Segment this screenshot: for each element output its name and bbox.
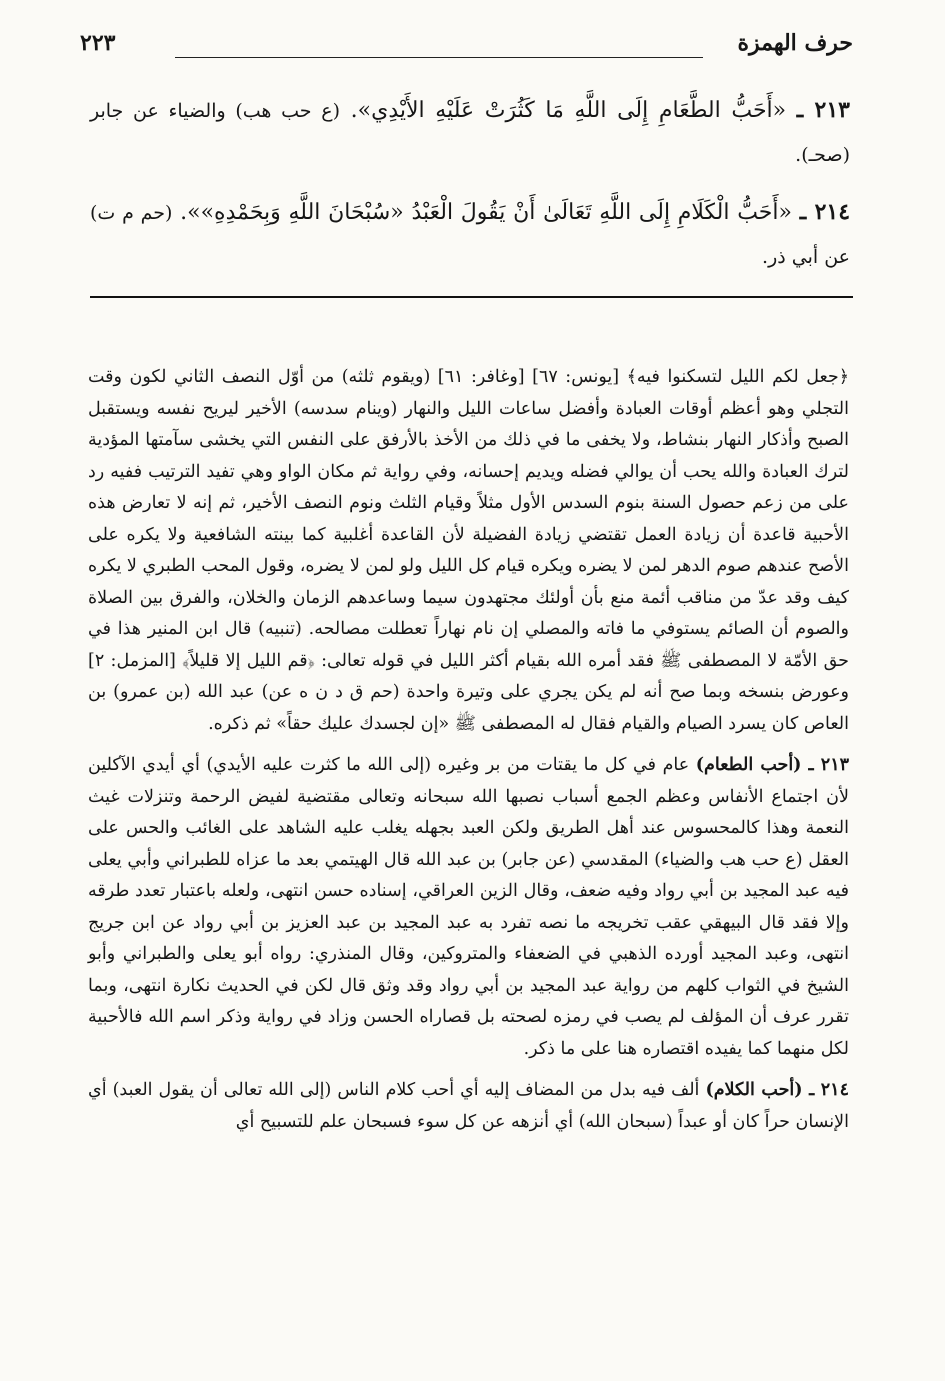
header-rule: [175, 57, 703, 58]
page-number: ٢٢٣: [80, 30, 116, 56]
hadith-text: «أَحَبُّ الْكَلَامِ إِلَى اللَّهِ تَعَالَىٰ أَنْ يَقُولَ الْعَبْدُ «سُبْحَانَ اللَّهِ وَبِحَمْدِهِ»».: [180, 200, 792, 225]
hadith-number: ٢١٣ ـ: [796, 97, 850, 123]
commentary-paragraph: ﴿جعل لكم الليل لتسكنوا فيه﴾ [يونس: ٦٧] [وغافر: ٦١] (ويقوم ثلثه) من أوّل النصف الثاني لكون وقت التجلي وهو أعظم أوقات العبادة وأفضل ساعات الليل والنهار (وينام سدسه) الأخير ليريح نفسه ويستقبل الصبح وأذكار النهار بنشاط، ولا يخفى ما في ذلك من الأخذ بالأرفق على النفس التي يخشى سآمتها المؤدية لترك العبادة والله يحب أن يوالي فضله ويديم إحسانه، وفي رواية ثم مكان الواو وهي تفيد الترتيب ففيه رد على من زعم حصول السنة بنوم السدس الأول مثلاً وقيام الثلث ونوم النصف الأخير، ثم إنه لا تعارض هذه الأحبية قاعدة أن زيادة العمل تقتضي زيادة الفضيلة لأن القاعدة أغلبية كما بينته الشافعية ولا يكره على الأصح عندهم صوم الدهر لمن لا يضره ويكره قيام كل الليل ولو لمن لا يضره، وقول المحب الطبري لا يكره كيف وقد عدّ من مناقب أئمة منع بأن أولئك مجتهدون سيما وساعدهم الزمان والخلان، والفرق بين الصلاة والصوم أن الصائم يستوفي ما فاته والمصلي إن نام نهاراً تعطلت مصالحه. (تنبيه) قال ابن المنير هذا في حق الأمّة لا المصطفى ﷺ فقد أمره الله بقيام أكثر الليل في قوله تعالى: ﴿قم الليل إلا قليلاً﴾ [المزمل: ٢] وعورض بنسخه وبما صح أنه لم يكن يجري على وتيرة واحدة (حم ق د ن ه عن) عبد الله (بن عمرو) بن العاص كان يسرد الصيام والقيام فقال له المصطفى ﷺ «إن لجسدك عليك حقاً» ثم ذكره.: [88, 367, 849, 734]
hadith-text: «أَحَبُّ الطَّعَامِ إِلَى اللَّهِ مَا كَثُرَتْ عَلَيْهِ الأَيْدِي».: [350, 98, 787, 123]
hadith-213: [90, 88, 850, 177]
commentary-label: ٢١٣ ـ (أحب الطعام): [695, 755, 849, 775]
hadith-source: (حم م ت) عن أبي ذر.: [90, 202, 850, 268]
hadith-214: [90, 190, 850, 279]
commentary-text: عام في كل ما يقتات من بر وغيره (إلى الله ما كثرت عليه الأيدي) أي أيدي الآكلين لأن اجتماع الأنفاس وعظم الجمع أسباب نصبها الله سبحانه وتعالى مقتضية لفيض الرحمة وتنزلات غيث النعمة وهذا كالمحسوس عند أهل الطريق ولكن العبد بجهله يغلب عليه الشاهد على الغائب والحس على العقل (ع حب هب والضياء) المقدسي (عن جابر) بن عبد الله قال الهيتمي بعد ما عزاه للطبراني وأبي يعلى فيه عبد المجيد بن أبي رواد وفيه ضعف، وقال الزين العراقي، إسناده حسن انتهى، ولعله باعتبار تعدد طرقه وإلا فقد قال البيهقي عقب تخريجه ما نصه تفرد به عبد المجيد بن عبد العزيز بن أبي رواد عن ابن جريج انتهى، وعبد المجيد أورده الذهبي في الضعفاء والمتروكين، وقال المنذري: رواه أبو يعلى والطبراني وأبو الشيخ في الثواب كلهم من رواية عبد المجيد بن أبي رواد وقد وثق قال لكن في الحديث نكارة انتهى، وبما تقرر عرف أن المؤلف لم يصب في رمزه لصحته بل قصاراه الحسن وزاد في رواية وذكر اسم الله فالأحبية لكل منهما كما يفيده اقتصاره هنا على ما ذكر.: [88, 755, 849, 1059]
section-divider: [90, 296, 853, 298]
page-header: [80, 30, 853, 66]
chapter-title: حرف الهمزة: [737, 30, 853, 56]
commentary-paragraph-214: [88, 1075, 849, 1138]
hadith-number: ٢١٤ ـ: [799, 199, 851, 225]
hadith-source: (ع حب هب) والضياء عن جابر (صحـ).: [90, 100, 850, 166]
commentary-paragraph-213: [88, 750, 849, 1065]
commentary-label: ٢١٤ ـ (أحب الكلام): [705, 1080, 849, 1100]
commentary-text: ألف فيه بدل من المضاف إليه أي أحب كلام الناس (إلى الله تعالى أن يقول العبد) أي الإنسان حراً كان أو عبداً (سبحان الله) أي أنزهه عن كل سوء فسبحان علم للتسبيح أي: [88, 1080, 849, 1132]
commentary: [88, 362, 849, 1138]
